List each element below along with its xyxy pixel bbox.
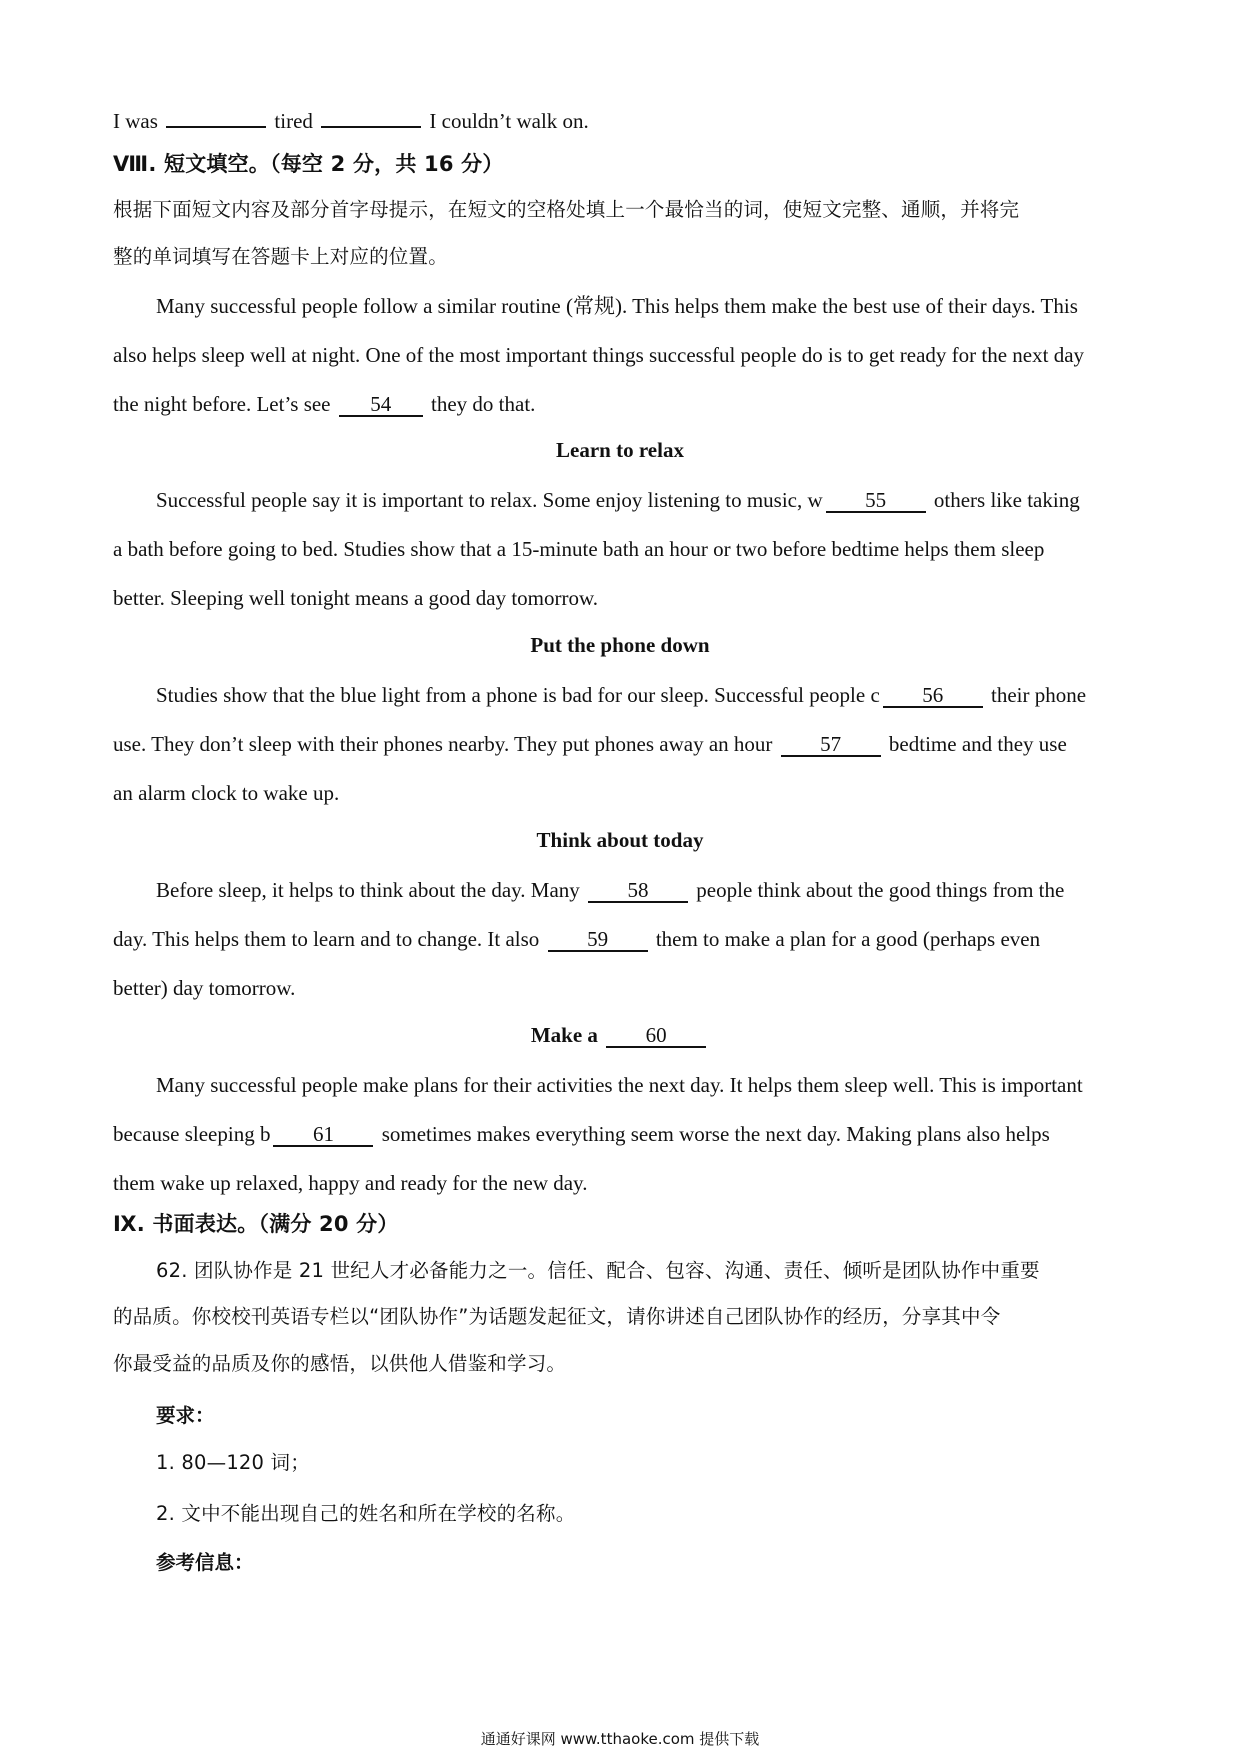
blank[interactable] <box>166 104 266 128</box>
text: Make a <box>530 1023 598 1047</box>
passage-line <box>113 730 1067 758</box>
blank-61[interactable]: 61 <box>273 1123 373 1147</box>
text: I couldn’t walk on. <box>429 109 589 133</box>
passage-line <box>113 1120 1050 1148</box>
passage-line: an alarm clock to wake up. <box>113 781 340 805</box>
footer: 通通好课网 www.tthaoke.com 提供下载 <box>480 1730 760 1748</box>
writing-prompt: 你最受益的品质及你的感悟，以供他人借鉴和学习。 <box>113 1352 567 1375</box>
passage-line: better. Sleeping well tonight means a good day tomorrow. <box>113 586 599 610</box>
blank-56[interactable]: 56 <box>883 684 983 708</box>
writing-prompt: 的品质。你校校刊英语专栏以“团队协作”为话题发起征文，请你讲述自己团队协作的经历，分享其中令 <box>113 1305 1001 1328</box>
section-9-title: Ⅸ. 书面表达。（满分 20 分） <box>113 1212 399 1236</box>
passage-heading: Put the phone down <box>530 633 710 657</box>
blank-58[interactable]: 58 <box>588 879 688 903</box>
passage-line <box>156 876 1064 904</box>
passage-line: better) day tomorrow. <box>113 976 296 1000</box>
text: because sleeping b <box>113 1122 271 1146</box>
blank-59[interactable]: 59 <box>548 928 648 952</box>
section-8-instruction: 根据下面短文内容及部分首字母提示，在短文的空格处填上一个最恰当的词，使短文完整、通顺，并将完 <box>113 198 1020 221</box>
reference-label: 参考信息： <box>156 1551 254 1574</box>
text: Successful people say it is important to relax. Some enjoy listening to music, w <box>156 488 823 512</box>
requirement-item: 1. 80—120 词； <box>156 1451 310 1474</box>
section-8-title: Ⅷ. 短文填空。（每空 2 分，共 16 分） <box>113 152 504 176</box>
passage-line: Many successful people make plans for their activities the next day. It helps them sleep well. This is important <box>156 1073 1083 1097</box>
text: others like taking <box>933 488 1080 512</box>
text: day. This helps them to learn and to change. It also <box>113 927 540 951</box>
blank-54[interactable]: 54 <box>339 393 423 417</box>
passage-line: them wake up relaxed, happy and ready for the new day. <box>113 1171 588 1195</box>
blank[interactable] <box>321 104 421 128</box>
passage-line: also helps sleep well at night. One of the most important things successful people do is to get ready for the next day <box>113 343 1085 367</box>
passage-heading: Learn to relax <box>556 438 684 462</box>
passage-line <box>156 681 1086 709</box>
requirement-item: 2. 文中不能出现自己的姓名和所在学校的名称。 <box>156 1502 576 1525</box>
passage-line <box>113 925 1040 953</box>
passage-heading <box>0 1023 1240 1048</box>
text: Before sleep, it helps to think about the day. Many <box>156 878 580 902</box>
text: they do that. <box>431 392 536 416</box>
requirements-label: 要求： <box>156 1404 215 1427</box>
blank-60[interactable]: 60 <box>606 1024 706 1048</box>
text: Studies show that the blue light from a phone is bad for our sleep. Successful people c <box>156 683 880 707</box>
text: sometimes makes everything seem worse the next day. Making plans also helps <box>381 1122 1050 1146</box>
text: use. They don’t sleep with their phones nearby. They put phones away an hour <box>113 732 773 756</box>
passage-line: Many successful people follow a similar routine (常规). This helps them make the best use of their days. This <box>156 294 1078 318</box>
passage-line <box>113 390 535 418</box>
answer-line <box>113 104 589 135</box>
section-8-instruction: 整的单词填写在答题卡上对应的位置。 <box>113 245 448 268</box>
text: them to make a plan for a good (perhaps even <box>655 927 1041 951</box>
passage-line: a bath before going to bed. Studies show that a 15-minute bath an hour or two before bedtime helps them sleep <box>113 537 1045 561</box>
text: tired <box>274 109 313 133</box>
writing-prompt: 62. 团队协作是 21 世纪人才必备能力之一。信任、配合、包容、沟通、责任、倾听是团队协作中重要 <box>156 1259 1040 1282</box>
text: their phone <box>991 683 1087 707</box>
text: bedtime and they use <box>888 732 1067 756</box>
blank-55[interactable]: 55 <box>826 489 926 513</box>
blank-57[interactable]: 57 <box>781 733 881 757</box>
passage-heading: Think about today <box>536 828 704 852</box>
text: people think about the good things from the <box>696 878 1065 902</box>
text: I was <box>113 109 158 133</box>
passage-line <box>156 486 1080 514</box>
text: the night before. Let’s see <box>113 392 331 416</box>
